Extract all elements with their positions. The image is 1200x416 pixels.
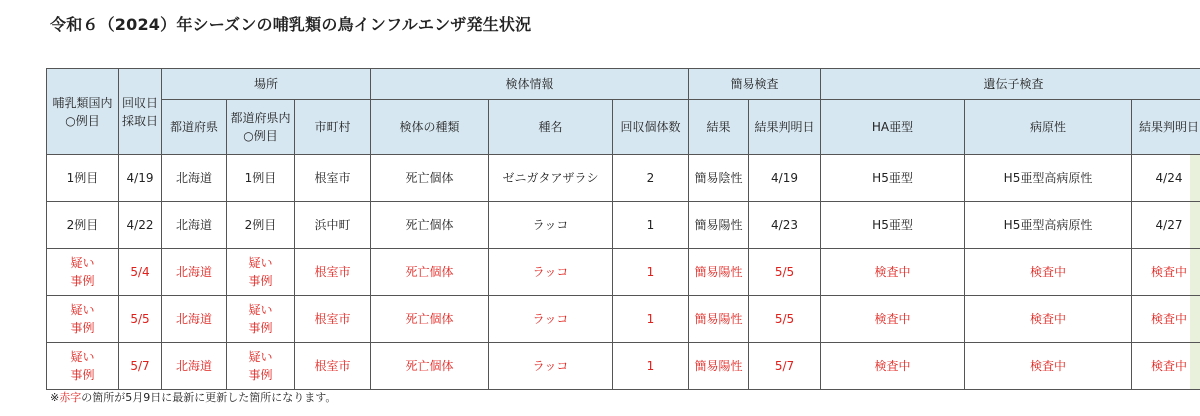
cell-ha-subtype: 検査中 [821, 296, 965, 343]
cell-ha-subtype: 検査中 [821, 343, 965, 390]
cell-species: ラッコ [489, 296, 613, 343]
footnote [50, 389, 336, 405]
cell-case-line: 1例目 [66, 171, 99, 185]
cell-species: ラッコ [489, 202, 613, 249]
header-case [47, 69, 119, 155]
cell-pathogenicity: H5亜型高病原性 [965, 202, 1132, 249]
cell-municipality: 根室市 [295, 343, 371, 390]
cell-pref-case [227, 249, 295, 296]
cell-pathogenicity: 検査中 [965, 343, 1132, 390]
cell-municipality: 根室市 [295, 249, 371, 296]
cell-species: ラッコ [489, 343, 613, 390]
cell-result-date: 5/5 [749, 296, 821, 343]
header-date-line1: 回収日 [121, 95, 158, 110]
header-date [119, 69, 162, 155]
cell-pref-case-line: 1例目 [244, 171, 277, 185]
cell-case [47, 249, 119, 296]
cell-municipality: 根室市 [295, 155, 371, 202]
cell-pref-case [227, 343, 295, 390]
cell-date: 4/22 [119, 202, 162, 249]
cell-ha-subtype: H5亜型 [821, 155, 965, 202]
cell-gene-date: 4/24 [1132, 155, 1200, 202]
header-date-line2: 採取日 [121, 113, 158, 128]
footnote-text: の箇所が5月9日に最新に更新した箇所になります。 [81, 391, 337, 404]
cell-specimen-type: 死亡個体 [371, 202, 489, 249]
header-row-2 [47, 100, 1200, 155]
cell-pref-case [227, 202, 295, 249]
header-case-line1: 哺乳類国内 [52, 95, 113, 110]
header-simple-test: 簡易検査 [689, 69, 821, 100]
header-place: 場所 [162, 69, 371, 100]
cell-result: 簡易陰性 [689, 155, 749, 202]
header-ha-subtype: HA亜型 [821, 100, 965, 155]
cell-count: 1 [613, 249, 689, 296]
table-container [46, 68, 1200, 390]
cell-count: 1 [613, 296, 689, 343]
table-row [47, 296, 1200, 343]
cell-case-line: 事例 [70, 274, 95, 288]
cell-case-line: 疑い [70, 256, 95, 270]
header-prefecture: 都道府県 [162, 100, 227, 155]
cell-specimen-type: 死亡個体 [371, 343, 489, 390]
cell-date: 4/19 [119, 155, 162, 202]
cell-date: 5/5 [119, 296, 162, 343]
cell-gene-date: 検査中 [1132, 249, 1200, 296]
cell-species: ゼニガタアザラシ [489, 155, 613, 202]
cell-pref-case-line: 事例 [248, 321, 273, 335]
cell-pref-case-line: 疑い [248, 256, 273, 270]
cell-case-line: 事例 [70, 368, 95, 382]
footnote-red-word: 赤字 [59, 391, 82, 404]
header-gene-test: 遺伝子検査 [821, 69, 1200, 100]
cell-count: 1 [613, 343, 689, 390]
cell-pref-case [227, 155, 295, 202]
cell-result: 簡易陽性 [689, 343, 749, 390]
cell-pref-case-line: 疑い [248, 303, 273, 317]
cell-case [47, 155, 119, 202]
cell-specimen-type: 死亡個体 [371, 155, 489, 202]
cell-case-line: 事例 [70, 321, 95, 335]
table-row [47, 202, 1200, 249]
cell-prefecture: 北海道 [162, 202, 227, 249]
header-pref-case [227, 100, 295, 155]
cell-result: 簡易陽性 [689, 249, 749, 296]
cell-municipality: 浜中町 [295, 202, 371, 249]
header-case-line2: ○例目 [65, 113, 100, 128]
table-row [47, 249, 1200, 296]
cell-species: ラッコ [489, 249, 613, 296]
header-result-date: 結果判明日 [749, 100, 821, 155]
cell-gene-date: 検査中 [1132, 296, 1200, 343]
cell-case-line: 疑い [70, 303, 95, 317]
header-row-1 [47, 69, 1200, 100]
footnote-prefix: ※ [50, 391, 60, 404]
cell-pref-case-line: 事例 [248, 274, 273, 288]
cell-result: 簡易陽性 [689, 202, 749, 249]
page-title: 令和６（2024）年シーズンの哺乳類の鳥インフルエンザ発生状況 [50, 15, 532, 34]
cell-specimen-type: 死亡個体 [371, 249, 489, 296]
cell-municipality: 根室市 [295, 296, 371, 343]
cell-gene-date: 検査中 [1132, 343, 1200, 390]
cell-pathogenicity: 検査中 [965, 249, 1132, 296]
cell-result-date: 5/7 [749, 343, 821, 390]
header-municipality: 市町村 [295, 100, 371, 155]
header-specimen-info: 検体情報 [371, 69, 689, 100]
table-row [47, 343, 1200, 390]
cell-count: 1 [613, 202, 689, 249]
header-result: 結果 [689, 100, 749, 155]
header-pref-case-line1: 都道府県内 [230, 111, 291, 125]
cell-count: 2 [613, 155, 689, 202]
cell-pref-case [227, 296, 295, 343]
cell-pathogenicity: 検査中 [965, 296, 1132, 343]
cell-result-date: 4/23 [749, 202, 821, 249]
cell-pref-case-line: 疑い [248, 350, 273, 364]
header-pathogenicity: 病原性 [965, 100, 1132, 155]
cell-ha-subtype: H5亜型 [821, 202, 965, 249]
cell-case [47, 202, 119, 249]
header-count: 回収個体数 [613, 100, 689, 155]
cell-result: 簡易陽性 [689, 296, 749, 343]
cell-case [47, 296, 119, 343]
cell-pref-case-line: 事例 [248, 368, 273, 382]
cell-specimen-type: 死亡個体 [371, 296, 489, 343]
outbreak-table [46, 68, 1200, 390]
cell-prefecture: 北海道 [162, 296, 227, 343]
cell-prefecture: 北海道 [162, 155, 227, 202]
table-body [47, 155, 1200, 390]
header-species: 種名 [489, 100, 613, 155]
cell-gene-date: 4/27 [1132, 202, 1200, 249]
cell-ha-subtype: 検査中 [821, 249, 965, 296]
cell-pathogenicity: H5亜型高病原性 [965, 155, 1132, 202]
cell-result-date: 5/5 [749, 249, 821, 296]
cell-date: 5/4 [119, 249, 162, 296]
header-gene-date: 結果判明日 [1132, 100, 1200, 155]
cell-date: 5/7 [119, 343, 162, 390]
cell-result-date: 4/19 [749, 155, 821, 202]
cell-prefecture: 北海道 [162, 343, 227, 390]
table-row [47, 155, 1200, 202]
cell-prefecture: 北海道 [162, 249, 227, 296]
cell-pref-case-line: 2例目 [244, 218, 277, 232]
header-specimen-type: 検体の種類 [371, 100, 489, 155]
cell-case [47, 343, 119, 390]
cell-case-line: 2例目 [66, 218, 99, 232]
cell-case-line: 疑い [70, 350, 95, 364]
header-pref-case-line2: ○例目 [243, 129, 278, 143]
